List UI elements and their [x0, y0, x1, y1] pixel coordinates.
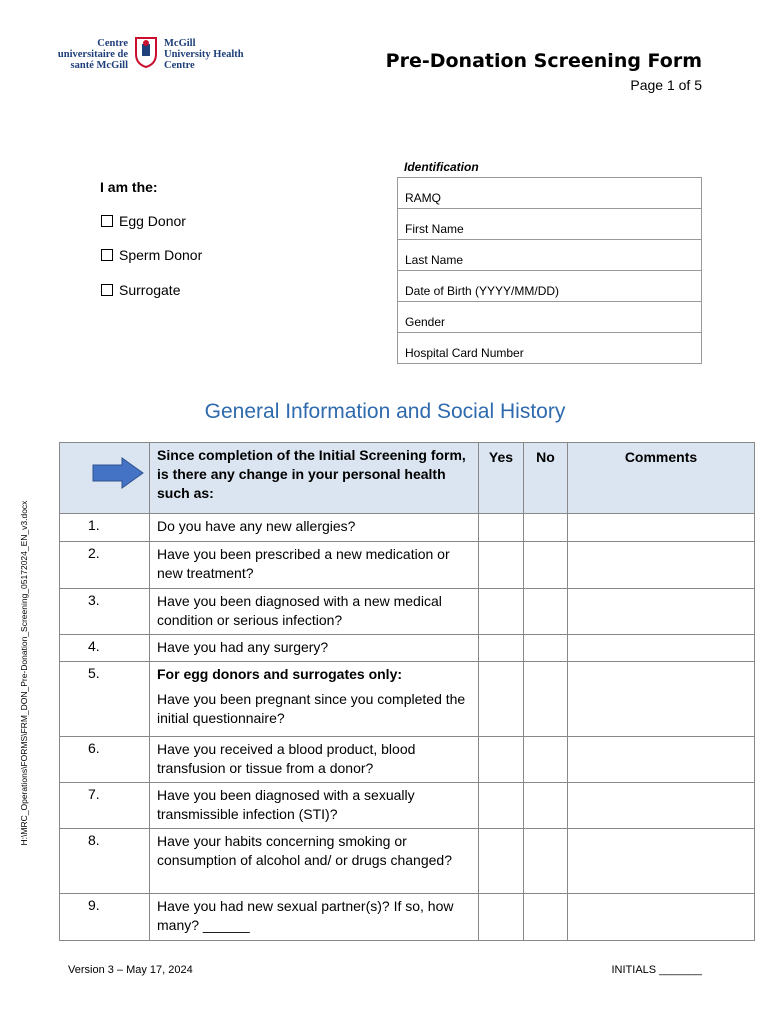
yes-cell[interactable]	[479, 514, 524, 542]
question-text: Have you had new sexual partner(s)? If so, how many? ______	[150, 894, 479, 941]
sperm-donor-option[interactable]: Sperm Donor	[101, 247, 202, 263]
table-row	[60, 514, 755, 542]
yes-cell[interactable]	[479, 829, 524, 894]
surrogate-option[interactable]: Surrogate	[101, 282, 180, 298]
table-row	[60, 783, 755, 829]
table-row	[60, 662, 755, 737]
checkbox-icon[interactable]	[101, 215, 113, 227]
logo-text-fr: Centre universitaire de santé McGill	[57, 38, 128, 71]
table-row	[60, 829, 755, 894]
no-cell[interactable]	[524, 662, 568, 737]
yes-cell[interactable]	[479, 783, 524, 829]
no-cell[interactable]	[524, 737, 568, 783]
question-text: Do you have any new allergies?	[150, 514, 479, 542]
row-number: 9.	[60, 894, 150, 941]
question-qualifier: For egg donors and surrogates only:	[157, 666, 403, 682]
table-row	[60, 589, 755, 635]
no-cell[interactable]	[524, 542, 568, 589]
row-number: 7.	[60, 783, 150, 829]
row-number: 8.	[60, 829, 150, 894]
row-number: 4.	[60, 635, 150, 662]
id-field-ramq[interactable]: RAMQ	[398, 178, 702, 209]
question-body: Have you been pregnant since you completed the initial questionnaire?	[157, 691, 466, 726]
question-text	[150, 662, 479, 737]
section-title: General Information and Social History	[204, 400, 566, 423]
table-row	[60, 635, 755, 662]
no-cell[interactable]	[524, 894, 568, 941]
no-cell[interactable]	[524, 829, 568, 894]
comments-cell[interactable]	[568, 514, 755, 542]
table-header-row	[60, 443, 755, 514]
question-text: Have your habits concerning smoking or consumption of alcohol and/ or drugs changed?	[150, 829, 479, 894]
question-text: Have you had any surgery?	[150, 635, 479, 662]
page-title: Pre-Donation Screening Form	[385, 50, 702, 72]
comments-cell[interactable]	[568, 737, 755, 783]
question-text: Have you been diagnosed with a sexually transmissible infection (STI)?	[150, 783, 479, 829]
checkbox-icon[interactable]	[101, 284, 113, 296]
yes-header: Yes	[479, 443, 524, 514]
no-header: No	[524, 443, 568, 514]
table-row	[60, 542, 755, 589]
right-arrow-icon	[92, 457, 144, 489]
no-cell[interactable]	[524, 783, 568, 829]
table-intro: Since completion of the Initial Screening form, is there any change in your personal health such as:	[150, 443, 479, 514]
comments-cell[interactable]	[568, 662, 755, 737]
version-footer: Version 3 – May 17, 2024	[68, 964, 193, 976]
logo-text-en: McGill University Health Centre	[164, 38, 244, 71]
question-text: Have you been diagnosed with a new medical condition or serious infection?	[150, 589, 479, 635]
crest-icon	[134, 36, 158, 68]
egg-donor-option[interactable]: Egg Donor	[101, 213, 186, 229]
comments-cell[interactable]	[568, 783, 755, 829]
no-cell[interactable]	[524, 589, 568, 635]
arrow-cell	[60, 443, 150, 514]
row-number: 6.	[60, 737, 150, 783]
yes-cell[interactable]	[479, 662, 524, 737]
yes-cell[interactable]	[479, 542, 524, 589]
row-number: 2.	[60, 542, 150, 589]
comments-cell[interactable]	[568, 894, 755, 941]
identification-label: Identification	[404, 160, 479, 174]
question-text: Have you received a blood product, blood transfusion or tissue from a donor?	[150, 737, 479, 783]
no-cell[interactable]	[524, 635, 568, 662]
identification-table	[397, 177, 702, 364]
id-field-first-name[interactable]: First Name	[398, 209, 702, 240]
yes-cell[interactable]	[479, 589, 524, 635]
yes-cell[interactable]	[479, 635, 524, 662]
checkbox-icon[interactable]	[101, 249, 113, 261]
donor-type-label: I am the:	[100, 179, 158, 195]
row-number: 5.	[60, 662, 150, 737]
comments-cell[interactable]	[568, 635, 755, 662]
comments-cell[interactable]	[568, 589, 755, 635]
id-field-gender[interactable]: Gender	[398, 302, 702, 333]
row-number: 1.	[60, 514, 150, 542]
table-row	[60, 737, 755, 783]
yes-cell[interactable]	[479, 737, 524, 783]
table-row	[60, 894, 755, 941]
no-cell[interactable]	[524, 514, 568, 542]
comments-cell[interactable]	[568, 542, 755, 589]
comments-header: Comments	[568, 443, 755, 514]
yes-cell[interactable]	[479, 894, 524, 941]
id-field-last-name[interactable]: Last Name	[398, 240, 702, 271]
muhc-logo	[40, 36, 244, 72]
id-field-dob[interactable]: Date of Birth (YYYY/MM/DD)	[398, 271, 702, 302]
page-number: Page 1 of 5	[630, 77, 702, 93]
file-path-text: H:\MRC_Operations\FORMS\FRM_DON_Pre-Donation_Screening_05172024_EN_v3.docx	[19, 500, 29, 846]
screening-table	[59, 442, 755, 941]
initials-footer[interactable]: INITIALS _______	[611, 964, 702, 976]
comments-cell[interactable]	[568, 829, 755, 894]
id-field-hospital-card[interactable]: Hospital Card Number	[398, 333, 702, 364]
row-number: 3.	[60, 589, 150, 635]
question-text: Have you been prescribed a new medication or new treatment?	[150, 542, 479, 589]
